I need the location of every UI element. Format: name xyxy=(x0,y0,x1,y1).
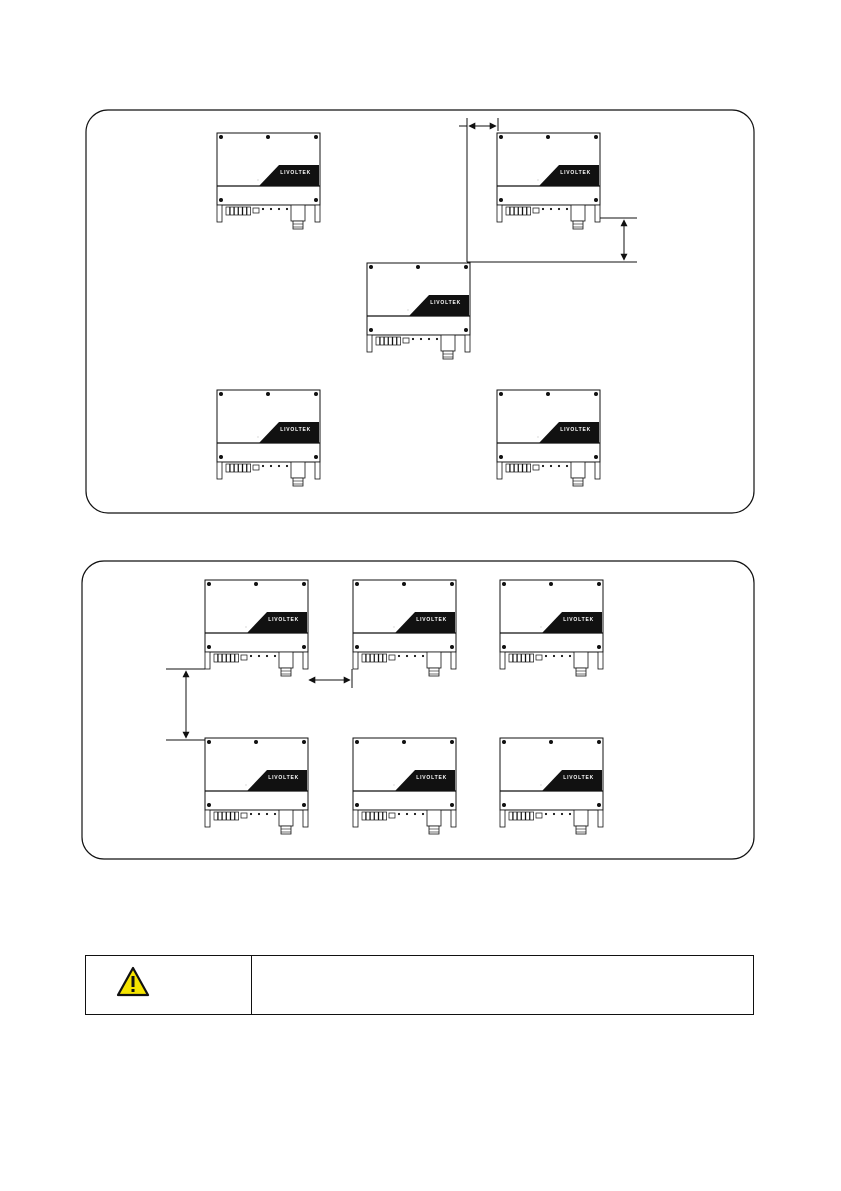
brand-label: LIVOLTEK xyxy=(560,170,591,176)
inverter-unit xyxy=(217,390,320,486)
brand-label: LIVOLTEK xyxy=(560,427,591,433)
inverter-unit xyxy=(353,738,456,834)
inverter-unit xyxy=(500,580,603,676)
svg-text:::: :: xyxy=(407,307,410,312)
brand-label: LIVOLTEK xyxy=(416,775,447,781)
inverter-unit xyxy=(497,390,600,486)
svg-text:::: :: xyxy=(257,177,260,182)
vertical-clearance-marker-1 xyxy=(467,218,637,262)
warning-triangle-icon xyxy=(116,966,150,998)
warning-table xyxy=(85,955,754,1015)
inverter-unit xyxy=(217,133,320,229)
horizontal-clearance-marker-2 xyxy=(309,669,352,688)
brand-label: LIVOLTEK xyxy=(430,300,461,306)
svg-text:::: :: xyxy=(393,782,396,787)
svg-text:::: :: xyxy=(540,782,543,787)
horizontal-clearance-marker-1 xyxy=(459,118,498,262)
brand-label: LIVOLTEK xyxy=(563,775,594,781)
warning-icon-cell xyxy=(86,956,252,1014)
brand-label: LIVOLTEK xyxy=(268,775,299,781)
brand-label: LIVOLTEK xyxy=(268,617,299,623)
inverter-unit xyxy=(205,738,308,834)
inverter-unit xyxy=(353,580,456,676)
svg-text:::: :: xyxy=(540,624,543,629)
inverter-unit xyxy=(205,580,308,676)
svg-text:::: :: xyxy=(257,434,260,439)
vertical-clearance-marker-2 xyxy=(166,669,205,740)
inverter-unit xyxy=(500,738,603,834)
brand-label: LIVOLTEK xyxy=(563,617,594,623)
brand-label: LIVOLTEK xyxy=(280,427,311,433)
svg-text:::: :: xyxy=(537,177,540,182)
brand-label: LIVOLTEK xyxy=(416,617,447,623)
inverter-unit xyxy=(367,263,470,359)
inverter-unit xyxy=(497,133,600,229)
warning-text xyxy=(252,956,753,1014)
svg-text:::: :: xyxy=(393,624,396,629)
svg-text:::: :: xyxy=(245,624,248,629)
brand-label: LIVOLTEK xyxy=(280,170,311,176)
svg-text:::: :: xyxy=(245,782,248,787)
svg-text:::: :: xyxy=(537,434,540,439)
